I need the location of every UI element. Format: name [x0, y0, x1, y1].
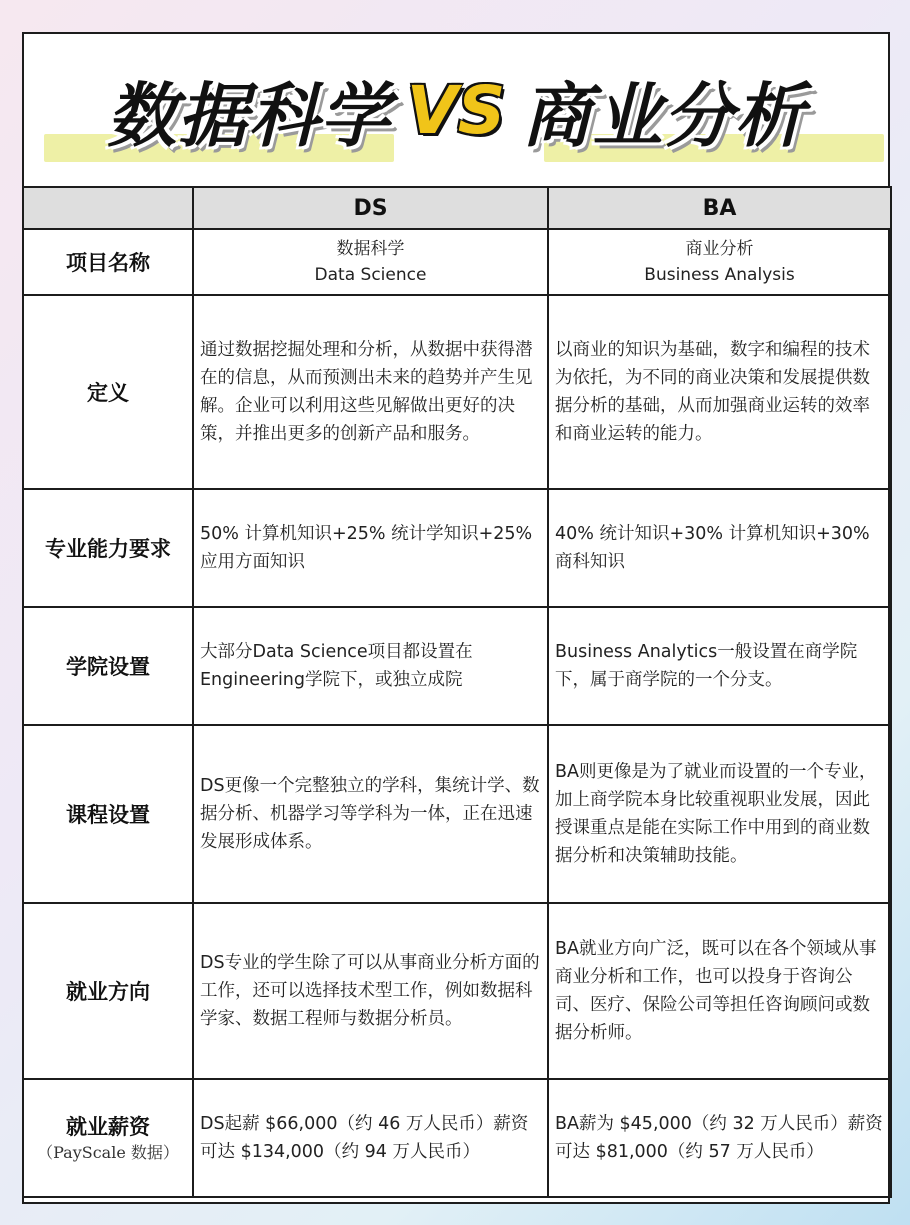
ds-school: 大部分Data Science项目都设置在Engineering学院下，或独立成院 — [193, 607, 548, 725]
ba-school: Business Analytics一般设置在商学院下，属于商学院的一个分支。 — [548, 607, 891, 725]
row-skills — [23, 489, 891, 607]
comparison-table — [22, 186, 892, 1198]
row-definition — [23, 295, 891, 489]
title-banner — [24, 34, 888, 186]
header-ba: BA — [548, 187, 891, 229]
row-label: 课程设置 — [23, 725, 193, 903]
comparison-sheet — [22, 32, 890, 1204]
ba-program-name-en: Business Analysis — [644, 265, 795, 285]
ds-program-name-en: Data Science — [314, 265, 427, 285]
ds-salary: DS起薪 $66,000（约 46 万人民币）薪资可达 $134,000（约 94 万人民币） — [193, 1079, 548, 1197]
header-ds: DS — [193, 187, 548, 229]
table-header-row — [23, 187, 891, 229]
ba-program-name — [548, 229, 891, 295]
row-label: 就业薪资 — [66, 1115, 150, 1139]
ds-program-name-cn: 数据科学 — [336, 239, 405, 259]
row-salary-label — [23, 1079, 193, 1197]
row-label: 定义 — [23, 295, 193, 489]
header-corner — [23, 187, 193, 229]
ba-career: BA就业方向广泛，既可以在各个领域从事商业分析和工作，也可以投身于咨询公司、医疗、保险公司等担任咨询顾问或数据分析师。 — [548, 903, 891, 1079]
row-label: 学院设置 — [23, 607, 193, 725]
ds-program-name — [193, 229, 548, 295]
row-program-name — [23, 229, 891, 295]
ba-program-name-cn: 商业分析 — [685, 239, 754, 259]
row-salary — [23, 1079, 891, 1197]
row-school — [23, 607, 891, 725]
title-vs: VS — [406, 71, 506, 149]
ba-definition: 以商业的知识为基础，数字和编程的技术为依托，为不同的商业决策和发展提供数据分析的基础，从而加强商业运转的效率和商业运转的能力。 — [548, 295, 891, 489]
ba-salary: BA薪为 $45,000（约 32 万人民币）薪资可达 $81,000（约 57 万人民币） — [548, 1079, 891, 1197]
ds-career: DS专业的学生除了可以从事商业分析方面的工作，还可以选择技术型工作，例如数据科学家、数据工程师与数据分析员。 — [193, 903, 548, 1079]
ba-skills: 40% 统计知识+30% 计算机知识+30%商科知识 — [548, 489, 891, 607]
row-curriculum — [23, 725, 891, 903]
row-label: 专业能力要求 — [23, 489, 193, 607]
ba-curriculum: BA则更像是为了就业而设置的一个专业，加上商学院本身比较重视职业发展，因此授课重点是能在实际工作中用到的商业数据分析和决策辅助技能。 — [548, 725, 891, 903]
ds-definition: 通过数据挖掘处理和分析，从数据中获得潜在的信息，从而预测出未来的趋势并产生见解。企业可以利用这些见解做出更好的决策，并推出更多的创新产品和服务。 — [193, 295, 548, 489]
salary-source-note: （PayScale 数据） — [37, 1143, 179, 1162]
ds-skills: 50% 计算机知识+25% 统计学知识+25% 应用方面知识 — [193, 489, 548, 607]
title-data-science: 数据科学 — [106, 74, 391, 157]
row-label: 项目名称 — [23, 229, 193, 295]
row-label: 就业方向 — [23, 903, 193, 1079]
ds-curriculum: DS更像一个完整独立的学科，集统计学、数据分析、机器学习等学科为一体，正在迅速发展形成体系。 — [193, 725, 548, 903]
row-career — [23, 903, 891, 1079]
title-business-analysis: 商业分析 — [521, 74, 806, 157]
